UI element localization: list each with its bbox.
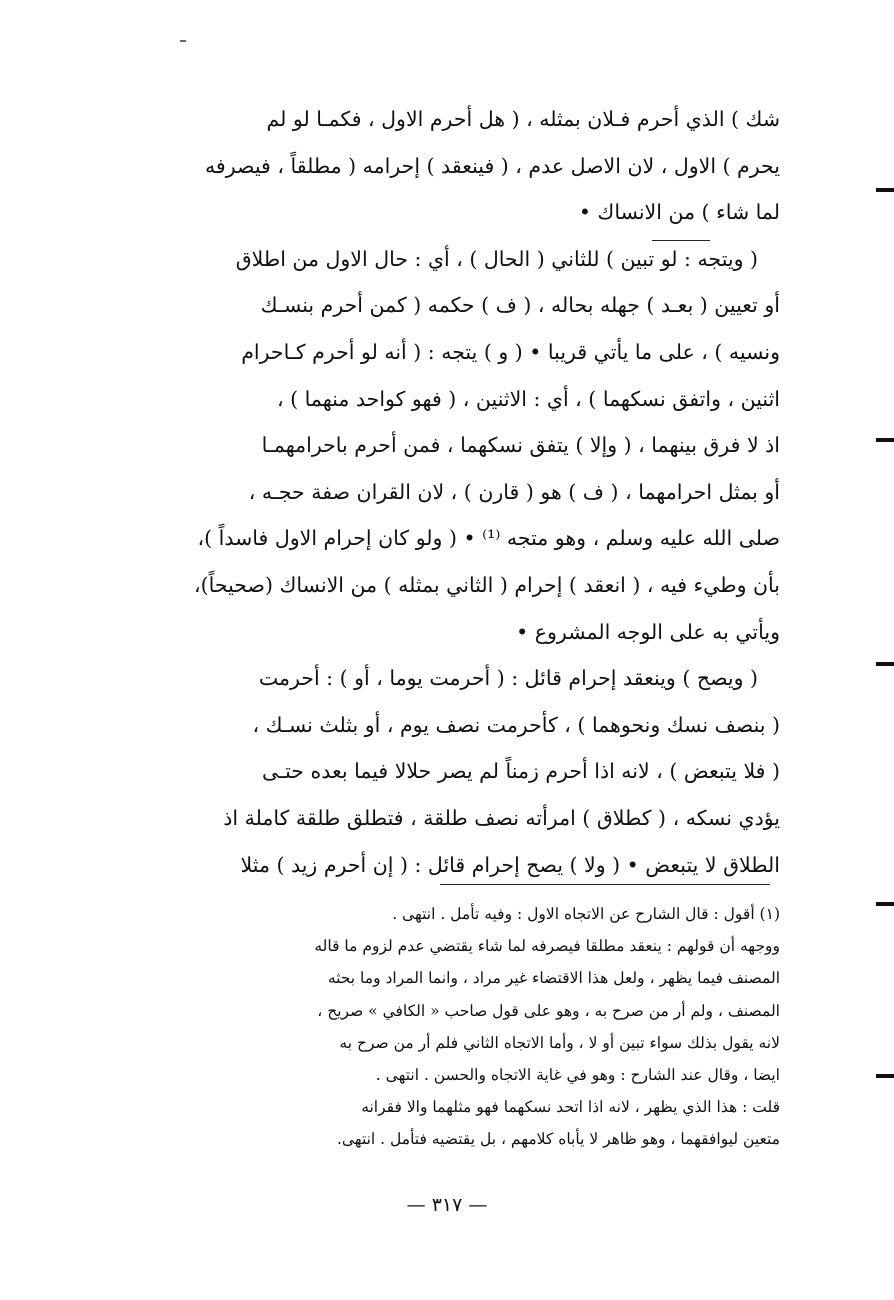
footnote-line: لانه يقول بذلك سواء تبين أو لا ، وأما الاتجاه الثاني فلم أر من صرح به — [339, 1033, 780, 1052]
main-line: بأن وطيء فيه ، ( انعقد ) إحرام ( الثاني بمثله ) من الانساك (صحيحاً)، — [194, 572, 780, 597]
page-number: — ٣١٧ — — [406, 1194, 488, 1216]
main-line: يؤدي نسكه ، ( كطلاق ) امرأته نصف طلقة ، فتطلق طلقة كاملة اذ — [223, 805, 780, 830]
margin-tick-mark — [876, 438, 894, 442]
footnote-line: (١) أقول : قال الشارح عن الاتجاه الاول : وفيه تأمل . انتهى . — [392, 905, 780, 923]
main-line: ( بنصف نسك ونحوهما ) ، كأحرمت نصف يوم ، أو بثلث نسـك ، — [252, 712, 780, 737]
footnote-line: المصنف ، ولم أر من صرح به ، وهو على قول صاحب « الكافي » صريح ، — [317, 1001, 780, 1020]
margin-tick-mark — [876, 902, 894, 906]
footnote-line: المصنف فيما يظهر ، ولعل هذا الاقتضاء غير مراد ، وانما المراد وما بحثه — [327, 969, 780, 988]
main-line: ( ويتجه : لو تبين ) للثاني ( الحال ) ، أي : حال الاول من اطلاق — [235, 246, 758, 271]
margin-tick-mark — [876, 662, 894, 666]
main-line: ( ويصح ) وينعقد إحرام قائل : ( أحرمت يوما ، أو ) : أحرمت — [258, 666, 758, 691]
footnote-line: قلت : هذا الذي يظهر ، لانه اذا اتحد نسكهما فهو مثلهما والا فقرانه — [361, 1098, 780, 1117]
footnote-line: ووجهه أن قولهم : ينعقد مطلقا فيصرفه لما شاء يقتضي عدم لزوم ما قاله — [314, 937, 780, 956]
margin-tick-mark — [876, 1074, 894, 1078]
main-line: اثنين ، واتفق نسكهما ) ، أي : الاثنين ، ( فهو كواحد منهما ) ، — [277, 386, 780, 411]
footnote-line: ايضا ، وقال عند الشارح : وهو في غاية الاتجاه والحسن . انتهى . — [375, 1065, 780, 1084]
main-line: الطلاق لا يتبعض • ( ولا ) يصح إحرام قائل : ( إن أحرم زيد ) مثلا — [240, 852, 780, 877]
main-line: ويأتي به على الوجه المشروع • — [516, 619, 780, 644]
main-line: أو بمثل احرامهما ، ( ف ) هو ( قارن ) ، لان القران صفة حجـه ، — [248, 479, 780, 504]
main-line: اذ لا فرق بينهما ، ( وإلا ) يتفق نسكهما ، فمن أحرم باحرامهمـا — [261, 433, 780, 458]
main-line: لما شاء ) من الانساك • — [578, 200, 780, 225]
main-line: أو تعيين ( بعـد ) جهله بحاله ، ( ف ) حكمه ( كمن أحرم بنسـك — [260, 293, 780, 318]
footnote-line: متعين ليوافقهما ، وهو ظاهر لا يأباه كلامهم ، بل يقتضيه فتأمل . انتهى. — [336, 1130, 780, 1149]
main-line: شك ) الذي أحرم فـلان بمثله ، ( هل أحرم الاول ، فكمـا لو لم — [266, 107, 780, 131]
underline-mark — [652, 240, 710, 241]
ink-speck — [180, 40, 186, 42]
margin-tick-mark — [876, 188, 894, 192]
footnotes-block — [126, 898, 780, 1156]
main-line: يحرم ) الاول ، لان الاصل عدم ، ( فينعقد ) إحرامه ( مطلقاً ، فيصرفه — [204, 153, 780, 178]
footnote-separator — [440, 884, 770, 885]
main-line: ( فلا يتبعض ) ، لانه اذا أحرم زمناً لم يصر حلالا فيما بعده حتـى — [262, 759, 780, 784]
main-text-block — [118, 96, 780, 888]
main-line: ونسيه ) ، على ما يأتي قريبا • ( و ) يتجه : ( أنه لو أحرم كـاحرام — [241, 339, 780, 364]
main-line: صلى الله عليه وسلم ، وهو متجه ⁽¹⁾ • ( ولو كان إحرام الاول فاسداً )، — [197, 526, 780, 551]
